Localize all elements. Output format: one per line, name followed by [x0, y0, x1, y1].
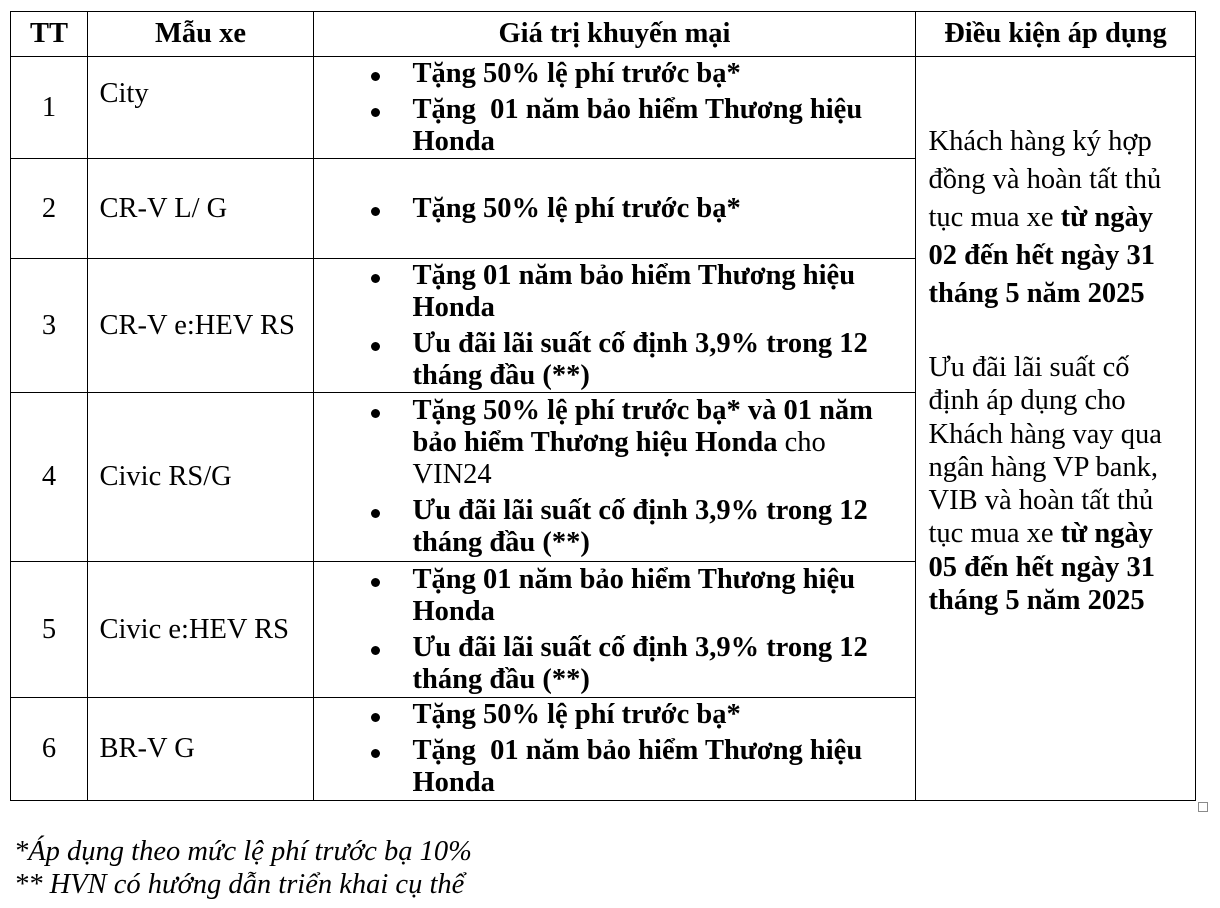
- bullet-icon: [371, 749, 380, 758]
- row-number: 5: [41, 613, 57, 645]
- bullet-icon: [371, 713, 380, 722]
- header-tt-cell[interactable]: [11, 12, 88, 57]
- promo-item: [413, 495, 893, 559]
- promo-cell[interactable]: [314, 57, 916, 159]
- promo-item: [413, 193, 893, 225]
- promo-cell[interactable]: [314, 159, 916, 259]
- promo-item-note: cho VIN24: [412, 427, 833, 490]
- model-name: CR-V e:HEV RS: [99, 309, 295, 341]
- promo-item-text: Tặng 01 năm bảo hiểm Thương hiệu Honda: [412, 563, 863, 627]
- model-name: City: [99, 77, 149, 109]
- header-model-cell[interactable]: [88, 12, 314, 57]
- promo-item-text: Tặng 50% lệ phí trước bạ*: [412, 57, 741, 89]
- model-name-cell[interactable]: [88, 259, 314, 393]
- promotion-table: [10, 11, 1196, 801]
- footnotes: [14, 835, 472, 901]
- promo-item: [413, 395, 893, 491]
- promo-item: [413, 328, 893, 392]
- promo-list: [413, 564, 893, 696]
- promo-item: [413, 564, 893, 628]
- row-number-cell[interactable]: [11, 393, 88, 562]
- row-number: 6: [41, 733, 57, 764]
- bullet-icon: [371, 207, 380, 216]
- model-name: Civic e:HEV RS: [99, 613, 289, 645]
- condition-paragraph: [929, 351, 1175, 617]
- model-name: Civic RS/G: [99, 461, 232, 492]
- header-condition-label: Điều kiện áp dụng: [944, 18, 1167, 49]
- row-number: 3: [41, 309, 57, 341]
- promo-cell[interactable]: [314, 259, 916, 393]
- promo-cell[interactable]: [314, 393, 916, 562]
- promo-item-text: Tặng 01 năm bảo hiểm Thương hiệu Honda: [412, 259, 863, 323]
- promo-item: [413, 58, 893, 90]
- row-number: 1: [41, 91, 57, 123]
- model-name-cell[interactable]: [88, 159, 314, 259]
- condition-text: Ưu đãi lãi suất cố định áp dụng cho Khách hàng vay qua ngân hàng VP bank, VIB và hoàn tất thủ tục mua xe: [928, 352, 1170, 550]
- model-name-cell[interactable]: [88, 562, 314, 698]
- condition-date-range: từ ngày 05 đến hết ngày 31 tháng 5 năm 2025: [928, 518, 1163, 617]
- model-name-cell[interactable]: [88, 57, 314, 159]
- promo-cell[interactable]: [314, 562, 916, 698]
- bullet-icon: [371, 409, 380, 418]
- bullet-icon: [371, 578, 380, 587]
- footnote: ** HVN có hướng dẫn triển khai cụ thể: [14, 869, 465, 900]
- promo-item: [413, 699, 893, 731]
- model-name-cell[interactable]: [88, 698, 314, 801]
- row-number: 4: [41, 461, 57, 492]
- promo-item-text: Tặng 50% lệ phí trước bạ*: [412, 699, 741, 730]
- promo-item-text: Tặng 50% lệ phí trước bạ*: [412, 192, 741, 224]
- promo-item-text: Tặng 01 năm bảo hiểm Thương hiệu Honda: [412, 93, 870, 157]
- condition-date-range: từ ngày 02 đến hết ngày 31 tháng 5 năm 2025: [928, 202, 1163, 309]
- model-name: BR-V G: [99, 733, 195, 764]
- footnote: *Áp dụng theo mức lệ phí trước bạ 10%: [14, 836, 472, 867]
- promo-item-text: Ưu đãi lãi suất cố định 3,9% trong 12 tháng đầu (**): [412, 631, 875, 695]
- row-number: 2: [41, 192, 57, 224]
- header-promo-cell[interactable]: [314, 12, 916, 57]
- model-name-cell[interactable]: [88, 393, 314, 562]
- row-number-cell[interactable]: [11, 562, 88, 698]
- header-promo-label: Giá trị khuyến mại: [498, 18, 731, 49]
- bullet-icon: [371, 342, 380, 351]
- promo-list: [413, 193, 893, 225]
- promo-item: [413, 260, 893, 324]
- bullet-icon: [371, 646, 380, 655]
- condition-cell[interactable]: [916, 57, 1196, 801]
- promo-cell[interactable]: [314, 698, 916, 801]
- condition-paragraph: [929, 123, 1175, 313]
- promo-item-text: Ưu đãi lãi suất cố định 3,9% trong 12 tháng đầu (**): [412, 327, 875, 391]
- bullet-icon: [371, 274, 380, 283]
- header-condition-cell[interactable]: [916, 12, 1196, 57]
- promo-item-text: Ưu đãi lãi suất cố định 3,9% trong 12 tháng đầu (**): [412, 495, 875, 558]
- row-number-cell[interactable]: [11, 159, 88, 259]
- header-model-label: Mẫu xe: [154, 18, 247, 49]
- promo-item-text: Tặng 01 năm bảo hiểm Thương hiệu Honda: [412, 735, 870, 798]
- table-resize-handle[interactable]: [1198, 802, 1208, 812]
- promo-item: [413, 94, 893, 158]
- promo-list: [413, 58, 893, 158]
- row-number-cell[interactable]: [11, 698, 88, 801]
- row-number-cell[interactable]: [11, 259, 88, 393]
- promo-item: [413, 735, 893, 799]
- bullet-icon: [371, 509, 380, 518]
- bullet-icon: [371, 72, 380, 81]
- promo-list: [413, 699, 893, 799]
- promo-list: [413, 395, 893, 559]
- promo-list: [413, 260, 893, 392]
- header-tt-label: TT: [29, 18, 69, 49]
- row-number-cell[interactable]: [11, 57, 88, 159]
- bullet-icon: [371, 108, 380, 117]
- promo-item: [413, 632, 893, 696]
- condition-text: Khách hàng ký hợp đồng và hoàn tất thủ tục mua xe: [928, 126, 1169, 233]
- model-name: CR-V L/ G: [99, 192, 228, 224]
- promo-item-text: Tặng 50% lệ phí trước bạ* và 01 năm bảo hiểm Thương hiệu Honda: [412, 395, 881, 458]
